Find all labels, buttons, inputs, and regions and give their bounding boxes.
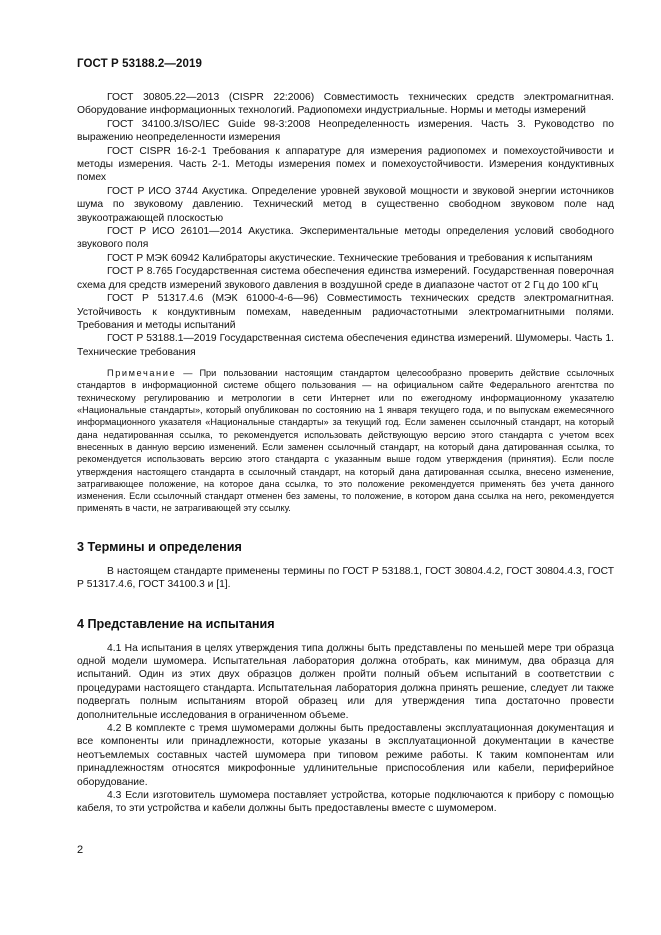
section-3-text: В настоящем стандарте применены термины по ГОСТ Р 53188.1, ГОСТ 30804.4.2, ГОСТ 30804.4.3, ГОСТ Р 51317.4.6, ГОСТ 34100.3 и [1].	[77, 565, 614, 591]
reference-gost-cispr-16-2-1: ГОСТ CISPR 16-2-1 Требования к аппаратуре для измерения радиопомех и помехоустойчивости и методы измерения. Часть 2-1. Методы измерения помех и помехоустойчивости. Измерения кондуктивных помех	[77, 145, 614, 184]
note-paragraph	[77, 367, 614, 515]
section-4-heading: 4 Представление на испытания	[77, 616, 275, 631]
paragraph-4-3: 4.3 Если изготовитель шумомера поставляет устройства, которые подключаются к прибору с помощью кабеля, то эти устройства и кабели должны быть предоставлены вместе с шумомером.	[77, 789, 614, 815]
page-number: 2	[77, 844, 84, 856]
reference-gost-r-iso-26101: ГОСТ Р ИСО 26101—2014 Акустика. Экспериментальные методы определения условий свободного звукового поля	[77, 226, 614, 251]
reference-gost-r-51317-4-6: ГОСТ Р 51317.4.6 (МЭК 61000-4-6—96) Совместимость технических средств электромагнитная. Устойчивость к кондуктивным помехам, наведенным радиочастотными электромагнитными полями. Требования и методы испытаний	[77, 293, 614, 331]
section-3-heading: 3 Термины и определения	[77, 539, 242, 554]
reference-gost-34100-3: ГОСТ 34100.3/ISO/IEC Guide 98-3:2008 Неопределенность измерения. Часть 3. Руководство по выражению неопределенности измерения	[77, 118, 614, 144]
reference-gost-r-53188-1: ГОСТ Р 53188.1—2019 Государственная система обеспечения единства измерений. Шумомеры. Часть 1. Технические требования	[77, 333, 614, 358]
note-text: — При пользовании настоящим стандартом целесообразно проверить действие ссылочных стандартов в информационной системе общего пользования — на официальном сайте Федерального агентства по техническому регулированию и метрологии в сети Интернет или по ежегодному информационному указателю «Национальные стандарты», который опубликован по состоянию на 1 января текущего года, и по выпускам ежемесячного информационного указателя «Национальные стандарты» за текущий год. Если заменен ссылочный стандарт, на который дана недатированная ссылка, то рекомендуется использовать действующую версию этого стандарта с учетом всех внесенных в данную версию изменений. Если заменен ссылочный стандарт, на который дана датированная ссылка, то рекомендуется использовать версию этого стандарта с указанным выше годом утверждения (принятия). Если после утверждения настоящего стандарта в ссылочный стандарт, на который дана датированная ссылка, внесено изменение, затрагивающее положение, на которое дана ссылка, то это положение рекомендуется применять без учета данного изменения. Если ссылочный стандарт отменен без замены, то положение, в котором дана ссылка на него, рекомендуется применять в части, не затрагивающей эту ссылку.	[77, 368, 614, 514]
reference-gost-30805-22: ГОСТ 30805.22—2013 (CISPR 22:2006) Совместимость технических средств электромагнитная. Оборудование информационных технологий. Радиопомехи индустриальные. Нормы и методы измерений	[77, 92, 614, 117]
note-label: Примечание	[107, 368, 177, 379]
reference-gost-r-8-765: ГОСТ Р 8.765 Государственная система обеспечения единства измерений. Государственная поверочная схема для средств измерений звукового давления в воздушной среде в диапазоне частот от 2 Гц до 100 кГц	[77, 266, 614, 291]
reference-gost-r-iso-3744: ГОСТ Р ИСО 3744 Акустика. Определение уровней звуковой мощности и звуковой энергии источников шума по звуковому давлению. Технический метод в существенно свободном звуковом поле над звукоотражающей плоскостью	[77, 185, 614, 224]
paragraph-4-1: 4.1 На испытания в целях утверждения типа должны быть представлены по меньшей мере три образца одной модели шумомера. Испытательная лаборатория должна отобрать, как минимум, два образца для испытаний. Один из этих двух образцов должен пройти полный объем испытаний в соответствии с процедурами настоящего стандарта. Испытательная лаборатория должна принять решение, следует ли также подвергать полным испытаниям второй образец или для утверждения типа достаточно провести дополнительные исследования в ограниченном объеме.	[77, 642, 614, 721]
page-content	[77, 91, 614, 816]
reference-gost-r-iec-60942: ГОСТ Р МЭК 60942 Калибраторы акустические. Технические требования и требования к испытаниям	[107, 252, 593, 264]
paragraph-4-2: 4.2 В комплекте с тремя шумомерами должны быть предоставлены эксплуатационная документация и все компоненты или принадлежности, которые указаны в эксплуатационной документации в качестве неотъемлемых составных частей шумомера при типовом режиме работы. К таким компонентам или принадлежностям относятся микрофонные удлинительные приспособления или кабели, периферийное оборудование.	[77, 722, 614, 788]
document-code-header: ГОСТ Р 53188.2—2019	[77, 58, 202, 70]
